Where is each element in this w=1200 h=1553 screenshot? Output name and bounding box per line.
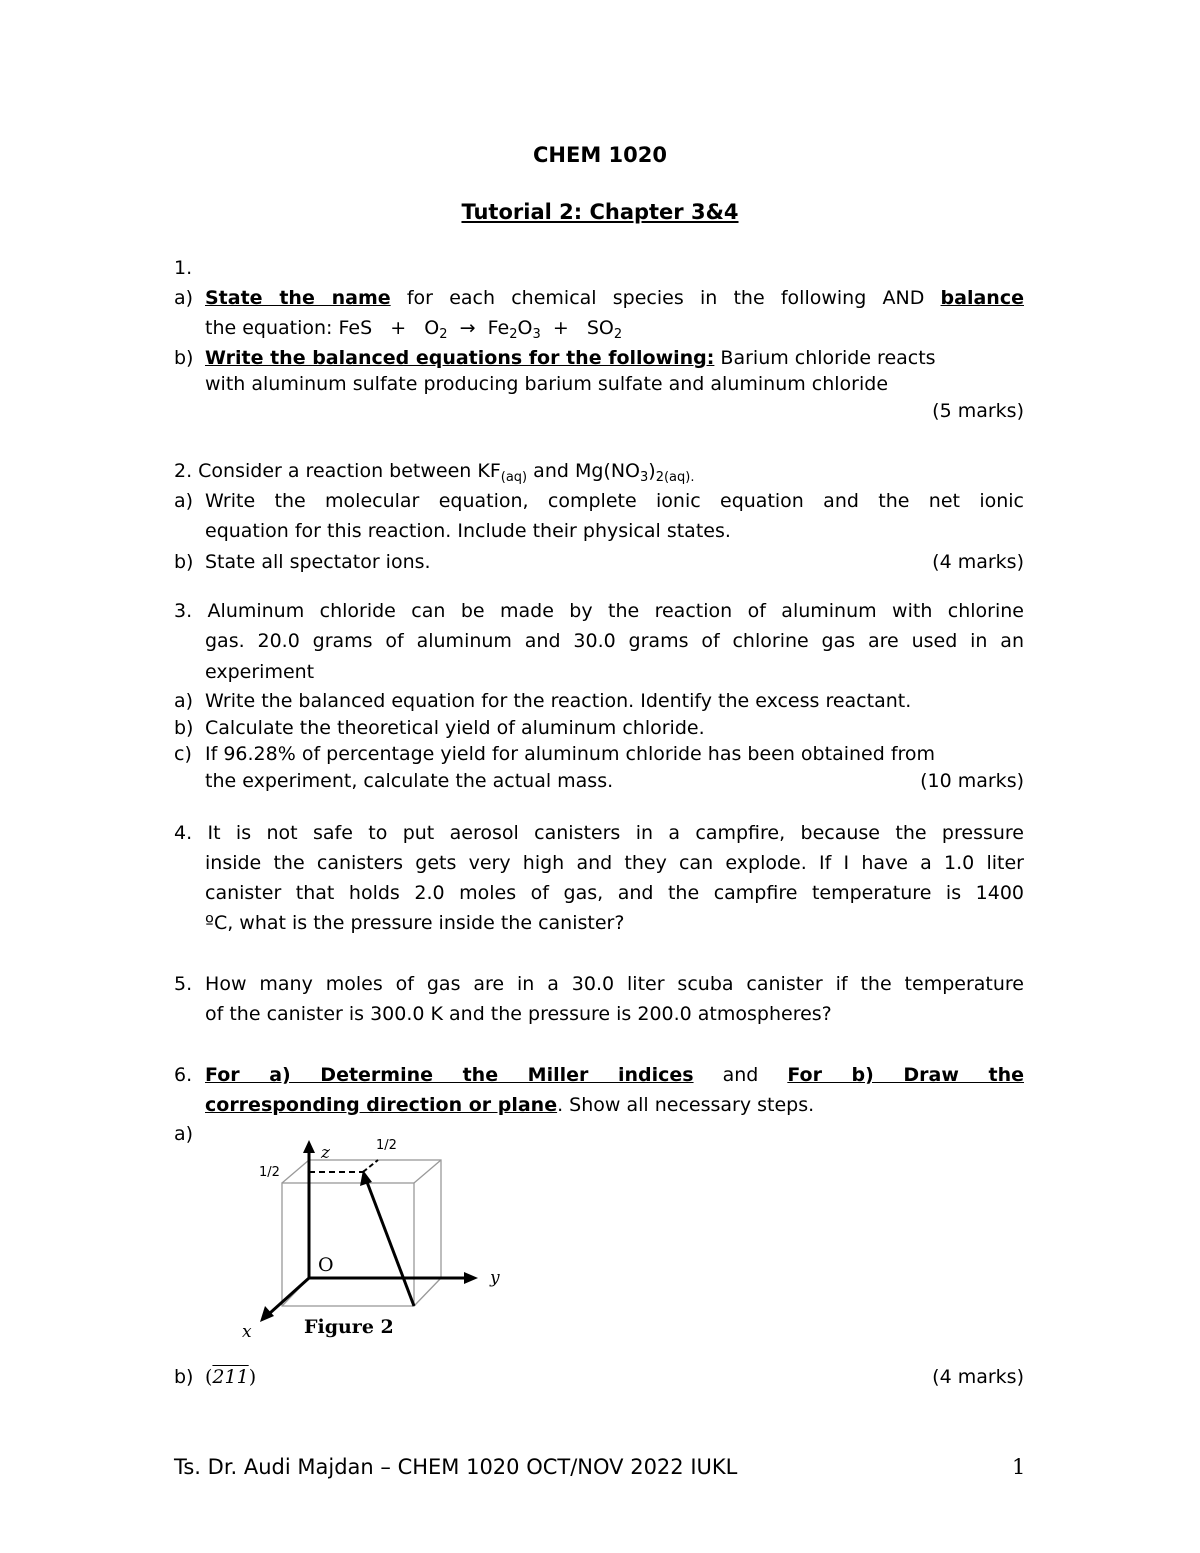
- half-label-top: 1/2: [376, 1138, 397, 1153]
- q3a-text: Write the balanced equation for the reaction. Identify the excess reactant.: [205, 690, 912, 712]
- footer-text: Ts. Dr. Audi Majdan – CHEM 1020 OCT/NOV 2022 IUKL: [174, 1455, 738, 1479]
- q2-intro-part: 2. Consider a reaction between KF: [174, 460, 501, 482]
- q3-line2: gas. 20.0 grams of aluminum and 30.0 grams of chlorine gas are used in an: [205, 630, 1024, 652]
- course-title: CHEM 1020: [533, 143, 667, 167]
- q4-line3: canister that holds 2.0 moles of gas, and the campfire temperature is 1400: [205, 882, 1024, 904]
- q2a-label: a): [174, 490, 194, 512]
- eq-sub: 2: [613, 327, 623, 342]
- q3c-line1: If 96.28% of percentage yield for aluminum chloride has been obtained from: [205, 743, 936, 765]
- q3b-label: b): [174, 717, 194, 739]
- q2a-line2: equation for this reaction. Include their physical states.: [205, 520, 731, 542]
- q4-line4: ºC, what is the pressure inside the canister?: [205, 912, 625, 934]
- cube-edge: [414, 1160, 441, 1183]
- q1a-emph-balance: balance: [940, 287, 1024, 309]
- q3-line1: 3. Aluminum chloride can be made by the reaction of aluminum with chlorine: [174, 600, 1024, 622]
- paren-open: (: [205, 1366, 213, 1388]
- q6-line1: [205, 1062, 1024, 1088]
- q6-number: 6.: [174, 1064, 193, 1086]
- q2a-line1: Write the molecular equation, complete ionic equation and the net ionic: [205, 490, 1024, 512]
- figure-caption: Figure 2: [304, 1316, 394, 1338]
- q1b-line2: with aluminum sulfate producing barium sulfate and aluminum chloride: [205, 373, 889, 395]
- q1a-emph-state-name: State the name: [205, 287, 391, 309]
- q1b-emph: Write the balanced equations for the following:: [205, 347, 715, 369]
- q2-marks: (4 marks): [932, 551, 1024, 573]
- q4-line1: 4. It is not safe to put aerosol canisters in a campfire, because the pressure: [174, 822, 1024, 844]
- q1a-label: a): [174, 287, 194, 309]
- cube-front-face: [282, 1183, 414, 1306]
- q1b-label: b): [174, 347, 194, 369]
- q6-emph-draw: For b) Draw the: [787, 1064, 1024, 1086]
- q6-emph-miller: For a) Determine the Miller indices: [205, 1064, 694, 1086]
- q3b-text: Calculate the theoretical yield of aluminum chloride.: [205, 717, 705, 739]
- eq-part: + SO: [540, 317, 614, 339]
- q3a-label: a): [174, 690, 194, 712]
- q6-mid: and: [693, 1064, 788, 1086]
- y-label: y: [490, 1268, 500, 1288]
- eq-part: O: [517, 317, 533, 339]
- q3c-line2: the experiment, calculate the actual mass.: [205, 770, 614, 792]
- eq-part: the equation: FeS + O: [205, 317, 440, 339]
- q2b-text: State all spectator ions.: [205, 551, 431, 573]
- q1b-line1: [205, 345, 1024, 371]
- origin-label: O: [318, 1254, 334, 1276]
- tutorial-title: Tutorial 2: Chapter 3&4: [461, 200, 739, 224]
- q1b-text: Barium chloride reacts: [714, 347, 936, 369]
- eq-part: → Fe: [447, 317, 510, 339]
- q1a-equation: [205, 315, 1024, 341]
- q2-intro-sub: 2(aq).: [655, 470, 695, 485]
- x-axis: [270, 1278, 309, 1313]
- x-label: x: [242, 1322, 252, 1342]
- q6b-label: b): [174, 1366, 194, 1388]
- q3-line3: experiment: [205, 661, 315, 683]
- q6-emph-direction: corresponding direction or plane: [205, 1094, 558, 1116]
- q2-intro-sub: (aq): [500, 470, 528, 485]
- q6a-label: a): [174, 1123, 194, 1145]
- dashed-guide-diagonal: [363, 1160, 378, 1172]
- q3c-label: c): [174, 743, 192, 765]
- cube-edge: [282, 1160, 309, 1183]
- q6-line2: [205, 1092, 1024, 1118]
- cube-edge: [414, 1278, 441, 1306]
- page-number: 1: [1012, 1455, 1026, 1479]
- q6-text: . Show all necessary steps.: [557, 1094, 815, 1116]
- paren-close: ): [248, 1366, 257, 1388]
- q3-marks: (10 marks): [920, 770, 1024, 792]
- q6-marks: (4 marks): [932, 1366, 1024, 1388]
- q1-marks: (5 marks): [932, 400, 1024, 422]
- z-label: z: [321, 1143, 330, 1163]
- z-axis-arrowhead: [303, 1140, 315, 1153]
- q2-intro-sub: 3: [640, 470, 649, 485]
- miller-indices: 211: [212, 1366, 249, 1388]
- q1-number: 1.: [174, 257, 193, 279]
- q1a-text: for each chemical species in the following AND: [390, 287, 941, 309]
- q5-line1: 5. How many moles of gas are in a 30.0 liter scuba canister if the temperature: [174, 973, 1024, 995]
- x-axis-arrowhead: [260, 1306, 274, 1322]
- eq-sub: 2: [439, 327, 448, 342]
- q2-intro: [174, 458, 1024, 484]
- y-axis-arrowhead: [464, 1272, 478, 1284]
- q2-intro-part: ): [648, 460, 656, 482]
- q2-intro-part: and Mg(NO: [527, 460, 640, 482]
- q2b-label: b): [174, 551, 194, 573]
- q1a-line1: [205, 285, 1024, 311]
- eq-sub: 2: [509, 327, 518, 342]
- q6b-indices: [205, 1364, 1024, 1390]
- direction-vector: [367, 1182, 414, 1306]
- eq-sub: 3: [532, 327, 541, 342]
- q4-line2: inside the canisters gets very high and they can explode. If I have a 1.0 liter: [205, 852, 1024, 874]
- figure-cube-diagram: [230, 1130, 530, 1345]
- q5-line2: of the canister is 300.0 K and the pressure is 200.0 atmospheres?: [205, 1003, 832, 1025]
- half-label-left: 1/2: [259, 1165, 280, 1180]
